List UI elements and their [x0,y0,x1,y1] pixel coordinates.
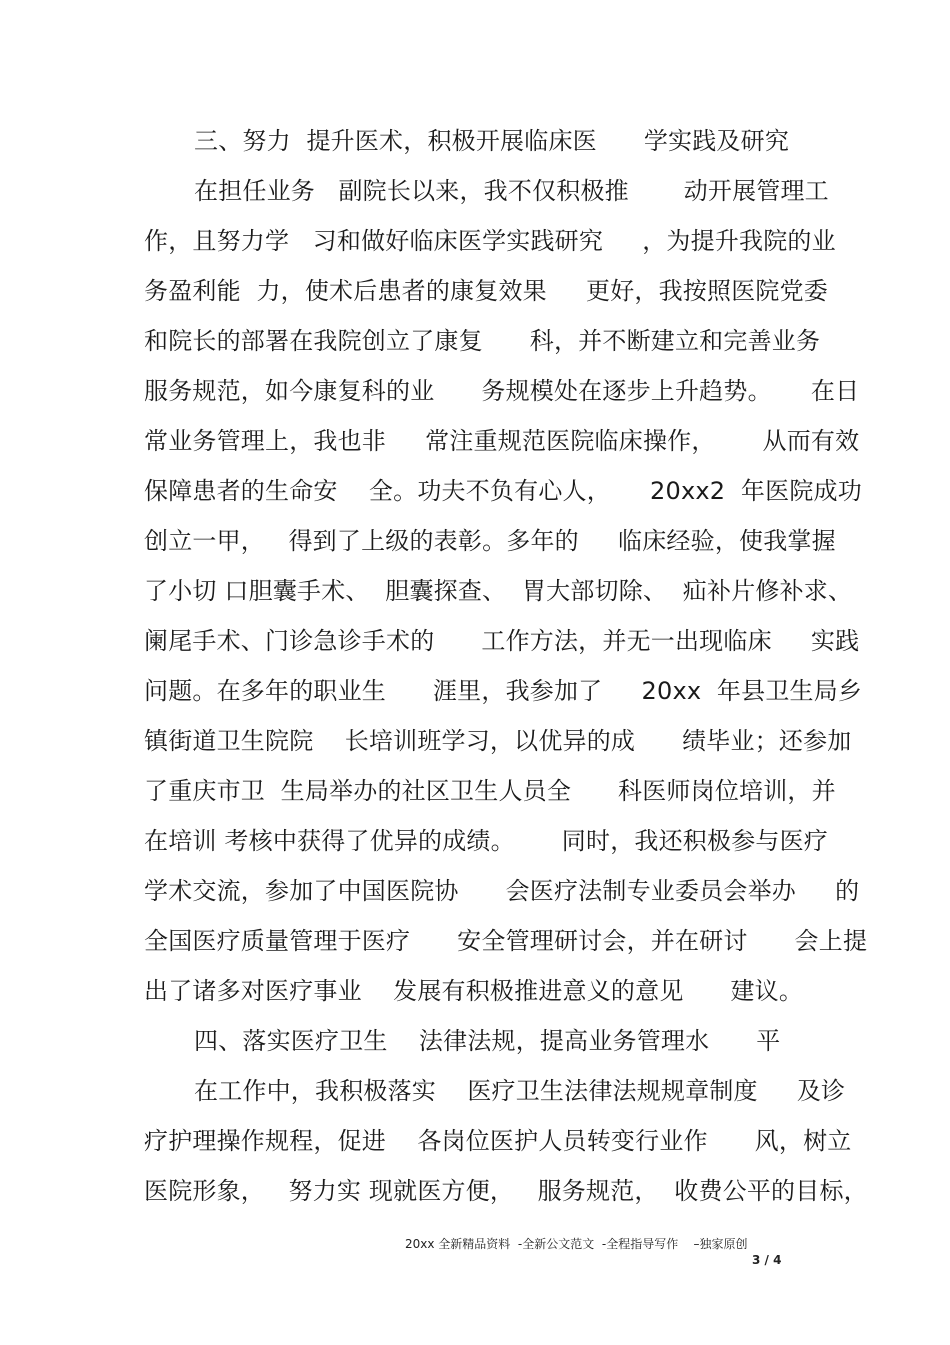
paragraph-line: 了小切 口胆囊手术、 胆囊探查、 胃大部切除、 疝补片修补求、 [144,577,853,605]
paragraph-line: 医院形象， 努力实 现就医方便， 服务规范， 收费公平的目标， [144,1177,868,1205]
paragraph-line: 在培训 考核中获得了优异的成绩。 同时，我还积极参与医疗 [144,827,829,855]
paragraph-line: 出了诸多对医疗事业 发展有积极推进意义的意见 建议。 [144,977,804,1005]
paragraph-line: 和院长的部署在我院创立了康复 科，并不断建立和完善业务 [144,327,821,355]
paragraph-line: 服务规范，如今康复科的业 务规模处在逐步上升趋势。 在日 [144,377,860,405]
paragraph-line: 镇街道卫生院院 长培训班学习，以优异的成 绩毕业；还参加 [144,727,852,755]
paragraph-line: 务盈利能 力，使术后患者的康复效果 更好，我按照医院党委 [144,277,829,305]
paragraph-line: 学术交流，参加了中国医院协 会医疗法制专业委员会举办 的 [144,877,860,905]
page-footer: 20xx 全新精品资料 -全新公文范文 -全程指导写作 –独家原创 [405,1237,748,1251]
paragraph-line: 常业务管理上，我也非 常注重规范医院临床操作， 从而有效 [144,427,860,455]
paragraph-line: 疗护理操作规程，促进 各岗位医护人员转变行业作 风，树立 [144,1127,852,1155]
paragraph-line: 保障患者的生命安 全。功夫不负有心人， 20xx2 年医院成功 [144,477,862,505]
paragraph-line: 创立一甲， 得到了上级的表彰。多年的 临床经验，使我掌握 [144,527,836,555]
paragraph-line: 作，且努力学 习和做好临床医学实践研究 ，为提升我院的业 [144,227,836,255]
paragraph-line: 问题。在多年的职业生 涯里，我参加了 20xx 年县卫生局乡 [144,677,863,705]
paragraph-line: 了重庆市卫 生局举办的社区卫生人员全 科医师岗位培训，并 [144,777,836,805]
paragraph-line: 全国医疗质量管理于医疗 安全管理研讨会，并在研讨 会上提 [144,927,868,955]
page-number: 3 / 4 [752,1253,782,1267]
paragraph-line: 在工作中，我积极落实 医疗卫生法律法规规章制度 及诊 [194,1077,846,1105]
section-heading-3: 三、努力 提升医术，积极开展临床医 学实践及研究 [194,127,790,155]
section-heading-4: 四、落实医疗卫生 法律法规，提高业务管理水 平 [194,1027,781,1055]
paragraph-line: 在担任业务 副院长以来，我不仅积极推 动开展管理工 [194,177,829,205]
paragraph-line: 阑尾手术、门诊急诊手术的 工作方法，并无一出现临床 实践 [144,627,860,655]
